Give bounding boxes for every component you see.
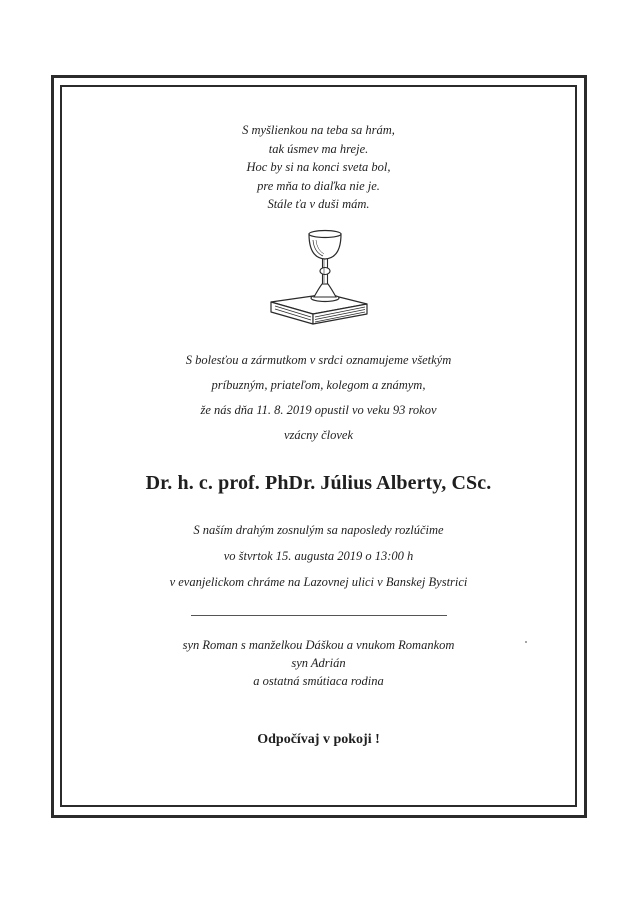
closing-phrase: Odpočívaj v pokoji ! <box>257 731 380 747</box>
family-line: a ostatná smútiaca rodina <box>253 673 384 688</box>
service-line: S naším drahým zosnulým sa naposledy rozlúčime <box>193 522 444 537</box>
chalice-on-book-icon <box>267 228 371 330</box>
announcement-line: príbuzným, priateľom, kolegom a známym, <box>211 377 426 392</box>
deceased-name: Dr. h. c. prof. PhDr. Július Alberty, CSc. <box>145 471 492 494</box>
poem-line: Hoc by si na konci sveta bol, <box>246 160 391 174</box>
obituary-content <box>60 85 577 748</box>
funeral-service-details <box>60 517 577 595</box>
poem-line: pre mňa to diaľka nie je. <box>257 178 380 193</box>
divider-line <box>191 615 447 616</box>
chalice-illustration <box>60 228 577 330</box>
announcement-line: vzácny človek <box>283 427 354 442</box>
service-line: v evanjelickom chráme na Lazovnej ulici v Banskej Bystrici <box>169 574 468 589</box>
poem-line: tak úsmev ma hreje. <box>268 141 369 156</box>
announcement-line: S bolesťou a zármutkom v srdci oznamujeme všetkým <box>185 352 452 367</box>
announcement-line: že nás dňa 11. 8. 2019 opustil vo veku 93 rokov <box>200 402 437 417</box>
announcement <box>60 348 577 448</box>
poem-line: Stále ťa v duši mám. <box>267 197 370 211</box>
family-line: syn Roman s manželkou Dáškou a vnukom Romankom <box>182 637 455 652</box>
mourning-family <box>60 636 577 690</box>
family-line: syn Adrián <box>291 655 346 670</box>
poem <box>60 121 577 214</box>
service-line: vo štvrtok 15. augusta 2019 o 13:00 h <box>223 548 414 563</box>
poem-line: S myšlienkou na teba sa hrám, <box>242 123 395 137</box>
